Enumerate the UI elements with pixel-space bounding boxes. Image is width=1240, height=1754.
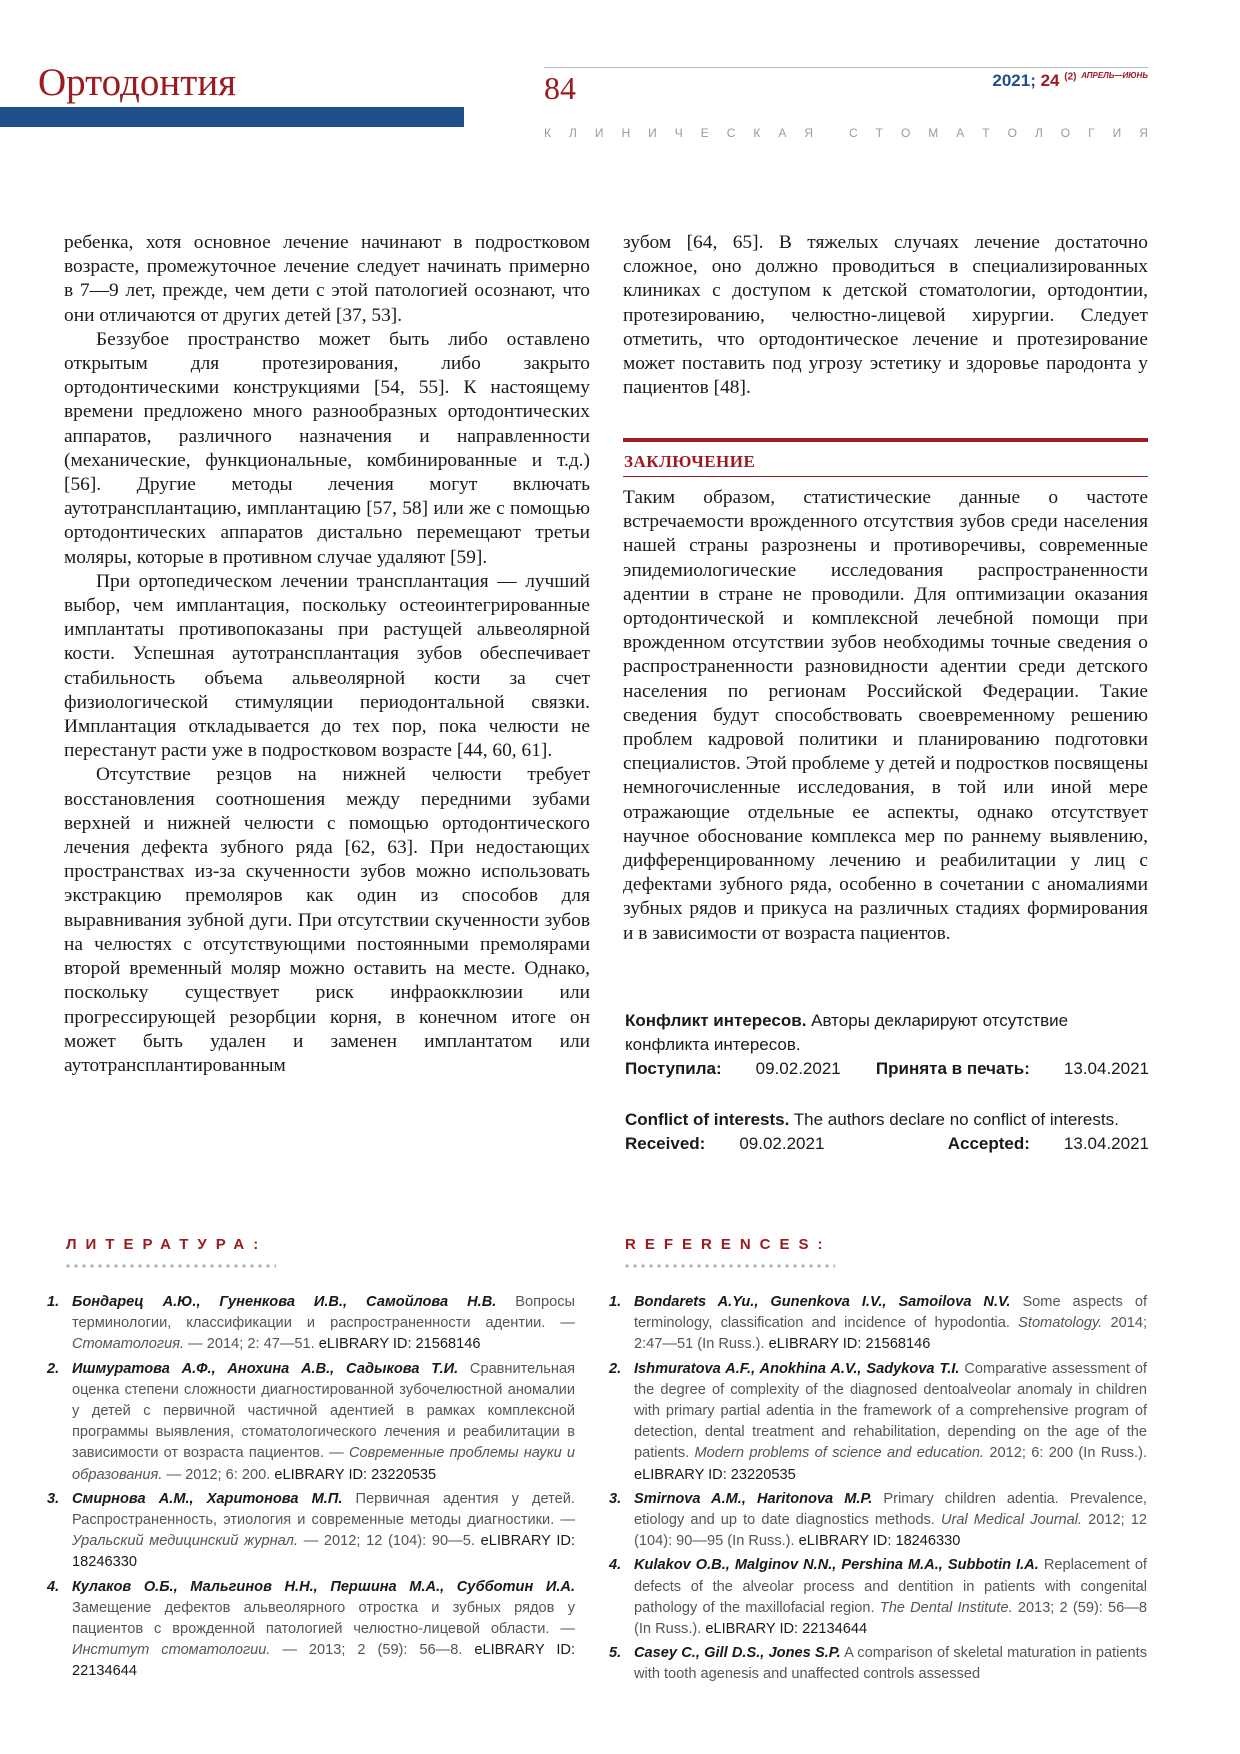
- reference-elibrary-id: eLIBRARY ID: 23220535: [634, 1466, 796, 1483]
- issue-months: АПРЕЛЬ—ИЮНЬ: [1081, 71, 1148, 80]
- reference-details: — 2013; 2 (59): 56—8.: [270, 1642, 475, 1659]
- reference-title: Primary children adentia. Prevalence, etiology and up to date diagnostics methods.: [634, 1490, 1147, 1529]
- received-label: Received:: [625, 1134, 706, 1153]
- reference-source: Стоматология.: [72, 1336, 185, 1353]
- conclusion-heading-label: ЗАКЛЮЧЕНИЕ: [624, 452, 756, 471]
- reference-authors: Bondarets A.Yu., Gunenkova I.V., Samoilova N.V.: [634, 1294, 1011, 1310]
- year: 2021;: [992, 71, 1041, 90]
- reference-details: 2013; 2 (59): 56—8 (In Russ.).: [634, 1599, 1147, 1638]
- reference-title: Comparative assessment of the degree of complexity of the diagnosed dentoalveolar anomaly in children with primary partial adentia in the framework of a comprehensive program of detection, dental treatment and rehabilitation, depending on the age of the patients.: [634, 1360, 1147, 1462]
- journal-name-letter: О: [1007, 126, 1017, 140]
- journal-name-letter: Н: [621, 126, 631, 140]
- reference-source: Modern problems of science and education.: [694, 1445, 985, 1462]
- reference-item: [47, 1577, 575, 1683]
- heading-rule-bottom: [623, 476, 1148, 477]
- journal-name-letter: С: [726, 126, 736, 140]
- references-ru-list: [47, 1292, 575, 1686]
- journal-name-letter: И: [648, 126, 657, 140]
- reference-source: Институт стоматологии.: [72, 1642, 271, 1659]
- accepted-date: 13.04.2021: [1063, 1134, 1149, 1153]
- received-label: Поступила:: [625, 1059, 722, 1078]
- reference-title: Вопросы терминологии, классификации и распространенности адентии. —: [72, 1294, 575, 1332]
- reference-elibrary-id: eLIBRARY ID: 22134644: [705, 1621, 868, 1638]
- reference-elibrary-id: eLIBRARY ID: 18246330: [72, 1533, 576, 1571]
- reference-details: 2012; 12 (104): 90—95 (In Russ.).: [634, 1512, 1147, 1550]
- conflict-statement: [625, 1108, 1149, 1132]
- journal-name-letter: Т: [982, 126, 990, 140]
- conflict-label: Конфликт интересов.: [625, 1011, 807, 1030]
- journal-name-letter: М: [928, 126, 939, 140]
- reference-number: 5.: [609, 1645, 622, 1662]
- reference-title: Some aspects of terminology, classification and incidence of hypodontia.: [634, 1294, 1147, 1332]
- journal-name-letter: О: [1060, 126, 1071, 140]
- conclusion-heading: [623, 438, 1148, 477]
- reference-details: 2012; 6: 200 (In Russ.).: [984, 1445, 1148, 1462]
- reference-details: — 2014; 2: 47—51.: [184, 1336, 319, 1353]
- reference-authors: Кулаков О.Б., Мальгинов Н.Н., Першина М.А., Субботин И.А.: [72, 1578, 575, 1595]
- header-rule: [544, 67, 1148, 68]
- references-en-list: [609, 1292, 1147, 1688]
- reference-authors: Kulakov O.B., Malginov N.N., Pershina M.A., Subbotin I.A.: [634, 1557, 1039, 1574]
- reference-authors: Смирнова А.М., Харитонова М.П.: [72, 1490, 343, 1507]
- issue-number: (2): [1064, 71, 1077, 83]
- paragraph: ребенка, хотя основное лечение начинают в подростковом возрасте, промежуточное лечение следует начинать примерно в 7—9 лет, прежде, чем дети с этой патологией осознают, что они отличаются от других детей [37, 53].: [64, 232, 590, 326]
- dates-row: [625, 1132, 1149, 1156]
- reference-title: A comparison of skeletal maturation in patients with tooth agenesis and unaffected controls assessed: [634, 1645, 1147, 1683]
- reference-number: 3.: [47, 1490, 60, 1507]
- reference-details: 2014; 2:47—51 (In Russ.).: [634, 1315, 1147, 1353]
- reference-authors: Ишмуратова А.Ф., Анохина А.В., Садыкова Т.И.: [72, 1360, 459, 1377]
- journal-name-letter: К: [544, 126, 551, 140]
- accepted-date: 13.04.2021: [1063, 1059, 1149, 1078]
- volume: 24: [1040, 71, 1060, 90]
- reference-number: 1.: [609, 1294, 622, 1310]
- journal-name-letter: Г: [1088, 126, 1095, 140]
- reference-item: [609, 1555, 1147, 1640]
- journal-name-letter: О: [900, 126, 911, 140]
- reference-elibrary-id: eLIBRARY ID: 18246330: [798, 1533, 961, 1550]
- reference-authors: Casey C., Gill D.S., Jones S.P.: [634, 1645, 841, 1662]
- paragraph: Таким образом, статистические данные о частоте встречаемости врожденного отсутствия зубов среди населения нашей страны разрознены и противоречивы, современные эпидемиологические исследования распространенности адентии в стране не проводили. Для оптимизации оказания ортодонтической и комплексной лечебной помощи при врожденном отсутствии зубов необходимы точные сведения о распространенности разновидности адентии среди детского населения по регионам Российской Федерации. Такие сведения будут способствовать своевременному решению проблем кадровой политики и планированию подготовки специалистов. Этой проблеме у детей и подростков посвящены немногочисленные исследования, в той или иной мере отражающие отдельные ее аспекты, однако отсутствует научное обоснование комплекса мер по раннему выявлению, дифференцированному лечению и реабилитации у лиц с дефектами зубного ряда, особенно в сочетании с аномалиями зубных рядов и прикуса на различных стадиях формирования и в зависимости от возраста пациентов.: [623, 487, 1148, 944]
- journal-name: [544, 126, 1148, 140]
- conflict-text: The authors declare no conflict of interests.: [789, 1110, 1119, 1129]
- reference-title: Первичная адентия у детей. Распространенность, этиология и современные методы диагностики. —: [72, 1490, 575, 1529]
- journal-name-letter: И: [594, 126, 604, 140]
- reference-number: 2.: [47, 1360, 60, 1377]
- journal-name-letter: Т: [875, 126, 883, 140]
- reference-item: [47, 1359, 575, 1486]
- reference-title: Замещение дефектов альвеолярного отростка и зубных рядов у пациентов с врожденной патологией челюстно-лицевой области. —: [72, 1599, 575, 1638]
- reference-details: — 2012; 6: 200.: [162, 1466, 275, 1483]
- reference-number: 4.: [609, 1557, 622, 1574]
- journal-name-letter: К: [753, 126, 761, 140]
- reference-authors: Smirnova A.M., Haritonova M.P.: [634, 1490, 873, 1507]
- conclusion-text: [623, 486, 1148, 946]
- accepted-label: Принята в печать:: [875, 1059, 1030, 1078]
- reference-number: 4.: [47, 1578, 60, 1595]
- reference-number: 2.: [609, 1360, 622, 1377]
- conflict-statement: [625, 1009, 1149, 1057]
- journal-name-letter: И: [1112, 126, 1122, 140]
- reference-number: 1.: [47, 1294, 60, 1310]
- journal-name-letter: Ч: [674, 126, 683, 140]
- reference-title: Сравнительная оценка степени сложности диагностированной зубочелюстной аномалии у детей с первичной частичной адентией в рамках комплексной программы выявления, стоматологического лечения и реабилитации в зависимости от возраста пациентов. —: [72, 1360, 575, 1462]
- journal-name-letter: Л: [568, 126, 577, 140]
- reference-source: The Dental Institute.: [879, 1599, 1013, 1616]
- reference-source: Ural Medical Journal.: [940, 1512, 1083, 1529]
- reference-details: — 2012; 12 (104): 90—5.: [297, 1533, 481, 1550]
- reference-item: [609, 1643, 1147, 1685]
- paragraph: зубом [64, 65]. В тяжелых случаях лечение достаточно сложное, оно должно проводиться в специализированных клиниках с доступом к детской стоматологии, ортодонтии, протезированию, челюстно-лицевой хирургии. Следует отметить, что ортодонтическое лечение и протезирование может поставить под угрозу эстетику и здоровье пародонта у пациентов [48].: [623, 232, 1148, 399]
- journal-name-letter: Л: [1034, 126, 1043, 140]
- conflict-text: Авторы декларируют отсутствие конфликта интересов.: [625, 1011, 1069, 1054]
- page-number: 84: [544, 70, 576, 106]
- reference-source: Уральский медицинский журнал.: [72, 1533, 298, 1550]
- reference-number: 3.: [609, 1490, 622, 1507]
- right-text-column: [623, 231, 1148, 400]
- journal-name-letter: Е: [700, 126, 709, 140]
- dates-row: [625, 1057, 1149, 1081]
- section-title: Ортодонтия: [38, 61, 237, 104]
- journal-name-letter: С: [848, 126, 858, 140]
- reference-item: [47, 1489, 575, 1574]
- reference-elibrary-id: eLIBRARY ID: 22134644: [72, 1642, 576, 1680]
- reference-item: [609, 1489, 1147, 1553]
- paragraph: Беззубое пространство может быть либо оставлено открытым для протезирования, либо закрыто ортодонтическими конструкциями [54, 55]. К настоящему времени предложено много разнообразных ортодонтических аппаратов, различного назначения и направленности (механические, функциональные, комбинированные и т.д.) [56]. Другие методы лечения могут включать аутотрансплантацию, имплантацию [57, 58] или же с помощью ортодонтических аппаратов дистально перемещают третьи моляры, которые в противном случае удаляют [59].: [64, 328, 590, 568]
- reference-elibrary-id: eLIBRARY ID: 23220535: [274, 1466, 437, 1483]
- reference-item: [609, 1292, 1147, 1356]
- journal-name-letter: А: [956, 126, 965, 140]
- conflict-label: Conflict of interests.: [625, 1110, 790, 1129]
- reference-elibrary-id: eLIBRARY ID: 21568146: [318, 1336, 481, 1353]
- declarations-en: [625, 1108, 1149, 1156]
- journal-name-letter: Я: [1139, 126, 1148, 140]
- section-color-bar: [0, 107, 464, 127]
- reference-elibrary-id: eLIBRARY ID: 21568146: [768, 1336, 931, 1353]
- received-date: 09.02.2021: [739, 1134, 825, 1153]
- reference-item: [609, 1359, 1147, 1486]
- reference-authors: Бондарец А.Ю., Гуненкова И.В., Самойлова Н.В.: [72, 1294, 497, 1310]
- reference-source: Stomatology.: [1018, 1315, 1103, 1332]
- paragraph: Отсутствие резцов на нижней челюсти требует восстановления соотношения между передними зубами верхней и нижней челюсти с помощью ортодонтического лечения дефекта зубного ряда [62, 63]. При недостающих пространствах из-за скученности зубов можно использовать экстракцию премоляров как один из способов для выравнивания зубной дуги. При отсутствии скученности зубов на челюстях с отсутствующими постоянными премолярами второй временный моляр можно оставить на месте. Однако, поскольку существует риск инфраокклюзии или прогрессирующей резорбции корня, в конечном итоге он может быть удален и заменен имплантатом или аутотрансплантированным: [64, 764, 590, 1076]
- accepted-label: Accepted:: [947, 1134, 1030, 1153]
- issue-info: [992, 71, 1148, 91]
- journal-name-letter: А: [778, 126, 787, 140]
- references-ru-heading: ЛИТЕРАТУРА:: [66, 1236, 268, 1253]
- reference-source: Современные проблемы науки и образования.: [72, 1445, 575, 1483]
- journal-name-letter: Я: [804, 126, 814, 140]
- references-en-heading: REFERENCES:: [625, 1236, 832, 1253]
- dotted-divider: [64, 1263, 276, 1269]
- dotted-divider: [623, 1263, 835, 1269]
- left-text-column: [64, 231, 590, 1078]
- received-date: 09.02.2021: [755, 1059, 841, 1078]
- reference-item: [47, 1292, 575, 1356]
- reference-title: Replacement of defects of the alveolar process and dentition in patients with congenital pathology of the maxillofacial region.: [634, 1557, 1147, 1616]
- paragraph: При ортопедическом лечении трансплантация — лучший выбор, чем имплантация, поскольку остеоинтегрированные имплантаты противопоказаны при растущей альвеолярной кости. Успешная аутотрансплантация зубов обеспечивает стабильность объема альвеолярной кости за счет физиологической стимуляции периодонтальной связки. Имплантация откладывается до тех пор, пока челюсти не перестанут расти уже в подростковом возрасте [44, 60, 61].: [64, 570, 590, 762]
- declarations-ru: [625, 1009, 1149, 1081]
- reference-authors: Ishmuratova A.F., Anokhina A.V., Sadykova T.I.: [634, 1360, 960, 1377]
